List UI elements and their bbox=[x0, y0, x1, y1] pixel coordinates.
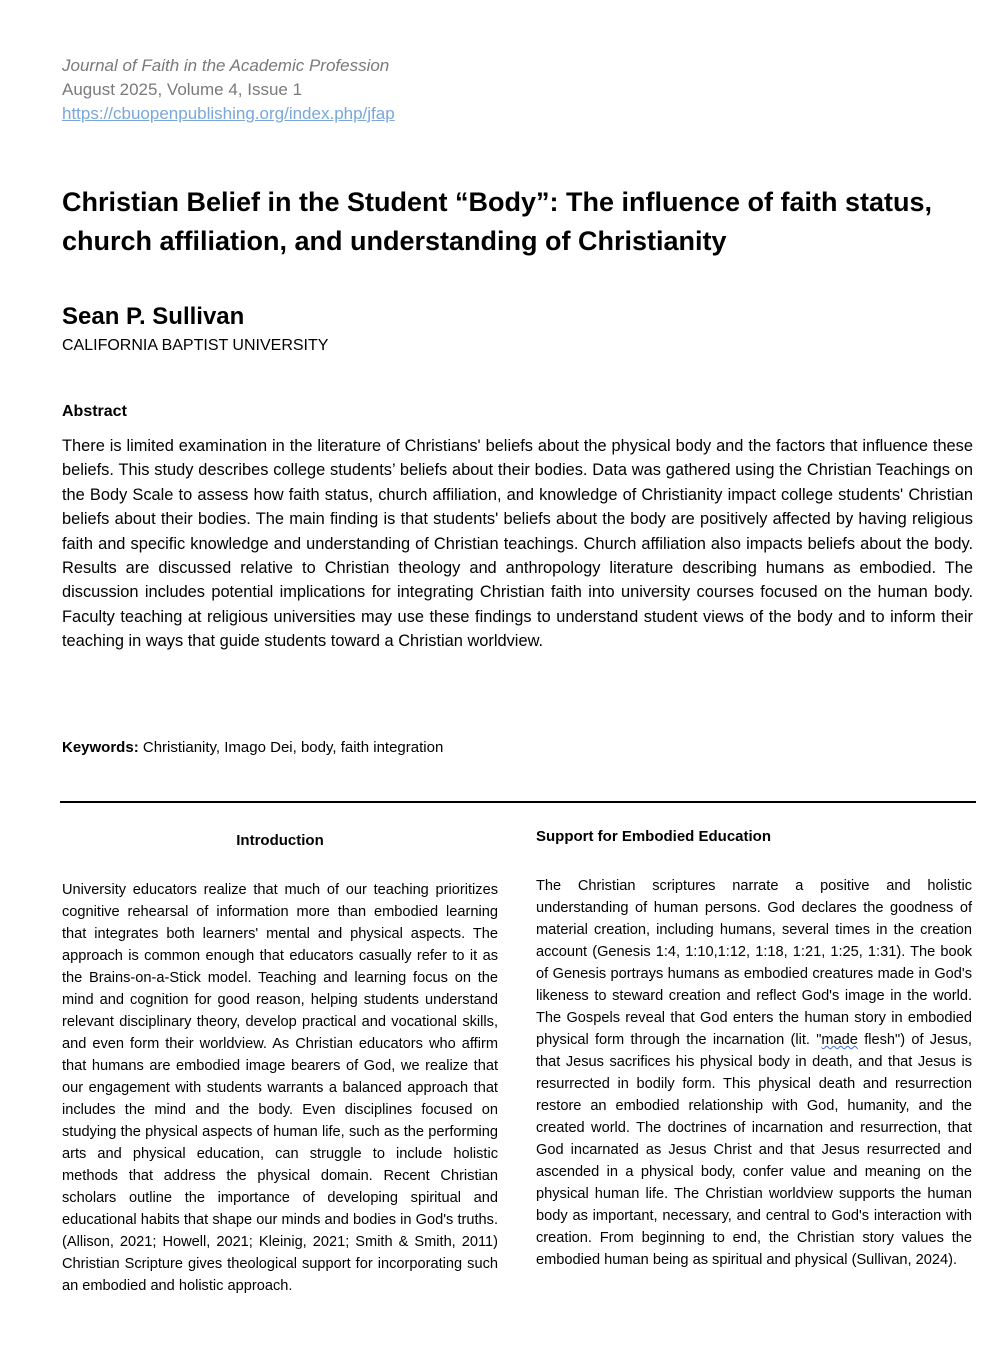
introduction-text: University educators realize that much of our teaching prioritizes cognitive rehearsal of information more than embodied learning that integrates both learners' mental and physical aspects. The approach is common enough that educators casually refer to it as the Brains-on-a-Stick model. Teaching and learning focus on the mind and cognition for good reason, helping students understand relevant disciplinary theory, develop practical and vocational skills, and even form their worldview. As Christian educators who affirm that humans are embodied image bearers of God, we realize that our engagement with students warrants a balanced approach that includes the mind and the body. Even disciplines focused on studying the physical aspects of human life, such as the performing arts and physical education, can struggle to include holistic methods that address the physical domain. Recent Christian scholars outline the importance of developing spiritual and educational habits that shape our minds and bodies in God's truths. (Allison, 2021; Howell, 2021; Kleinig, 2021; Smith & Smith, 2011) Christian Scripture gives theological support for incorporating such an embodied and holistic approach. bbox=[62, 882, 498, 1294]
abstract-heading: Abstract bbox=[62, 403, 127, 420]
keywords-text: Christianity, Imago Dei, body, faith integration bbox=[138, 739, 444, 756]
author-affiliation: CALIFORNIA BAPTIST UNIVERSITY bbox=[62, 337, 329, 354]
section-divider bbox=[60, 801, 976, 803]
abstract-text: There is limited examination in the literature of Christians' beliefs about the physical body and the factors that influence these beliefs. This study describes college students’ beliefs about their bodies. Data was gathered using the Christian Teachings on the Body Scale to assess how faith status, church affiliation, and knowledge of Christianity impact college students' Christian beliefs about their bodies. The main finding is that students' beliefs about the body are positively affected by having religious faith and specific knowledge and understanding of Christian teachings. Church affiliation also impacts beliefs about the body. Results are discussed relative to Christian theology and anthropology literature describing humans as embodied. The discussion includes potential implications for integrating Christian faith into university courses focused on the human body. Faculty teaching at religious universities may use these findings to understand student views of the body and to inform their teaching in ways that guide students toward a Christian worldview. bbox=[62, 437, 973, 651]
keywords bbox=[62, 737, 443, 759]
support-text-part-1: The Christian scriptures narrate a positive and holistic understanding of human persons. God declares the goodness of material creation, including humans, several times in the creation account (Genesis 1:4, 1:10,1:12, 1:18, 1:21, 1:25, 1:31). The book of Genesis portrays humans as embodied creatures made in God's likeness to steward creation and reflect God's image in the world. The Gospels reveal that God enters the human story in embodied physical form through the incarnation (lit. " bbox=[536, 878, 972, 1048]
introduction-heading: Introduction bbox=[236, 832, 324, 849]
spellcheck-flagged-word[interactable]: made bbox=[821, 1032, 858, 1048]
keywords-label: Keywords: bbox=[62, 739, 139, 756]
journal-url-link[interactable]: https://cbuopenpublishing.org/index.php/jfap bbox=[62, 104, 395, 123]
article-title: Christian Belief in the Student “Body”: The influence of faith status, church affiliation, and understanding of Christianity bbox=[62, 187, 933, 256]
author-name: Sean P. Sullivan bbox=[62, 303, 245, 330]
journal-issue: August 2025, Volume 4, Issue 1 bbox=[62, 80, 303, 99]
introduction-column bbox=[62, 830, 498, 1297]
support-heading: Support for Embodied Education bbox=[536, 828, 771, 845]
support-text bbox=[536, 875, 972, 1271]
journal-name: Journal of Faith in the Academic Profession bbox=[62, 56, 390, 75]
support-text-part-2: flesh") of Jesus, that Jesus sacrifices his physical body in death, and that Jesus is resurrected in bodily form. This physical death and resurrection restore an embodied relationship with God, humanity, and the created world. The doctrines of incarnation and resurrection, that God incarnated as Jesus Christ and that Jesus resurrected and ascended in a physical body, confer value and meaning on the physical human life. The Christian worldview supports the human body as important, necessary, and central to God's interaction with creation. From beginning to end, the Christian story values the embodied human being as spiritual and physical (Sullivan, 2024). bbox=[536, 1032, 972, 1268]
support-column bbox=[536, 826, 972, 1271]
journal-header bbox=[62, 54, 395, 126]
